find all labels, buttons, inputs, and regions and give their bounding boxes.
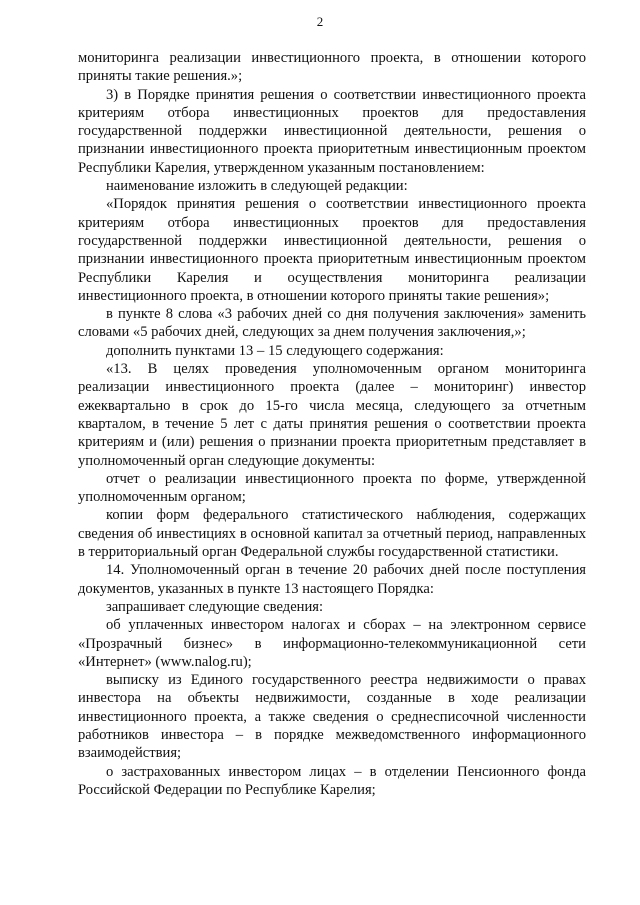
paragraph-registry-extract: выписку из Единого государственного реестра недвижимости о правах инвестора на объекты недвижимости, созданные в ходе реализации инвестиционного проекта, а также сведения о среднесписочной численности работников инвестора – в порядке межведомственного информационного взаимодействия; bbox=[78, 672, 586, 762]
paragraph-add-points: дополнить пунктами 13 – 15 следующего содержания: bbox=[106, 342, 444, 359]
paragraph-new-title: «Порядок принятия решения о соответствии инвестиционного проекта критериям отбора инвестиционных проектов для предоставления государственной поддержки инвестиционной деятельности, решения о признании инвестиционного проекта приоритетным инвестиционным проектом Республики Карелия и осуществления мониторинга реализации инвестиционного проекта, в отношении которого приняты такие решения»; bbox=[78, 196, 586, 304]
paragraph-insured-persons: о застрахованных инвестором лицах – в отделении Пенсионного фонда Российской Федерации по Республике Карелия; bbox=[78, 763, 586, 798]
paragraph-statistics-copies: копии форм федерального статистического наблюдения, содержащих сведения об инвестициях в основной капитал за отчетный период, направленных в территориальный орган Федеральной службы государственной статистики. bbox=[78, 507, 586, 561]
paragraph-point-14: 14. Уполномоченный орган в течение 20 рабочих дней после поступления документов, указанных в пункте 13 настоящего Порядка: bbox=[78, 562, 586, 597]
paragraph-point-8: в пункте 8 слова «3 рабочих дней со дня получения заключения» заменить словами «5 рабочих дней, следующих за днем получения заключения,»; bbox=[78, 306, 586, 341]
page-number: 2 bbox=[316, 14, 324, 29]
paragraph-report: отчет о реализации инвестиционного проекта по форме, утвержденной уполномоченным органом; bbox=[78, 470, 586, 506]
paragraph-item-3: 3) в Порядке принятия решения о соответствии инвестиционного проекта критериям отбора инвестиционных проектов для предоставления государственной поддержки инвестиционной деятельности, решения о признании инвестиционного проекта приоритетным инвестиционным проектом Республики Карелия, утвержденном указанным постановлением: bbox=[78, 86, 586, 176]
paragraph-title-change: наименование изложить в следующей редакции: bbox=[106, 178, 408, 195]
paragraph-point-13: «13. В целях проведения уполномоченным органом мониторинга реализации инвестиционного проекта (далее – мониторинг) инвестор ежеквартально в срок до 15-го числа месяца, следующего за отчетным кварталом, в течение 5 лет с даты принятия решения о соответствии проекта критериям и (или) решения о признании проекта приоритетным представляет в уполномоченный орган следующие документы: bbox=[78, 361, 586, 469]
paragraph-requests: запрашивает следующие сведения: bbox=[106, 598, 324, 615]
paragraph-taxes: об уплаченных инвестором налогах и сборах – на электронном сервисе «Прозрачный бизнес» в информационно-телекоммуникационной сети «Интернет» (www.nalog.ru); bbox=[78, 617, 586, 670]
document-body bbox=[78, 49, 586, 799]
paragraph-continuation: мониторинга реализации инвестиционного проекта, в отношении которого приняты такие решения.»; bbox=[78, 50, 586, 85]
